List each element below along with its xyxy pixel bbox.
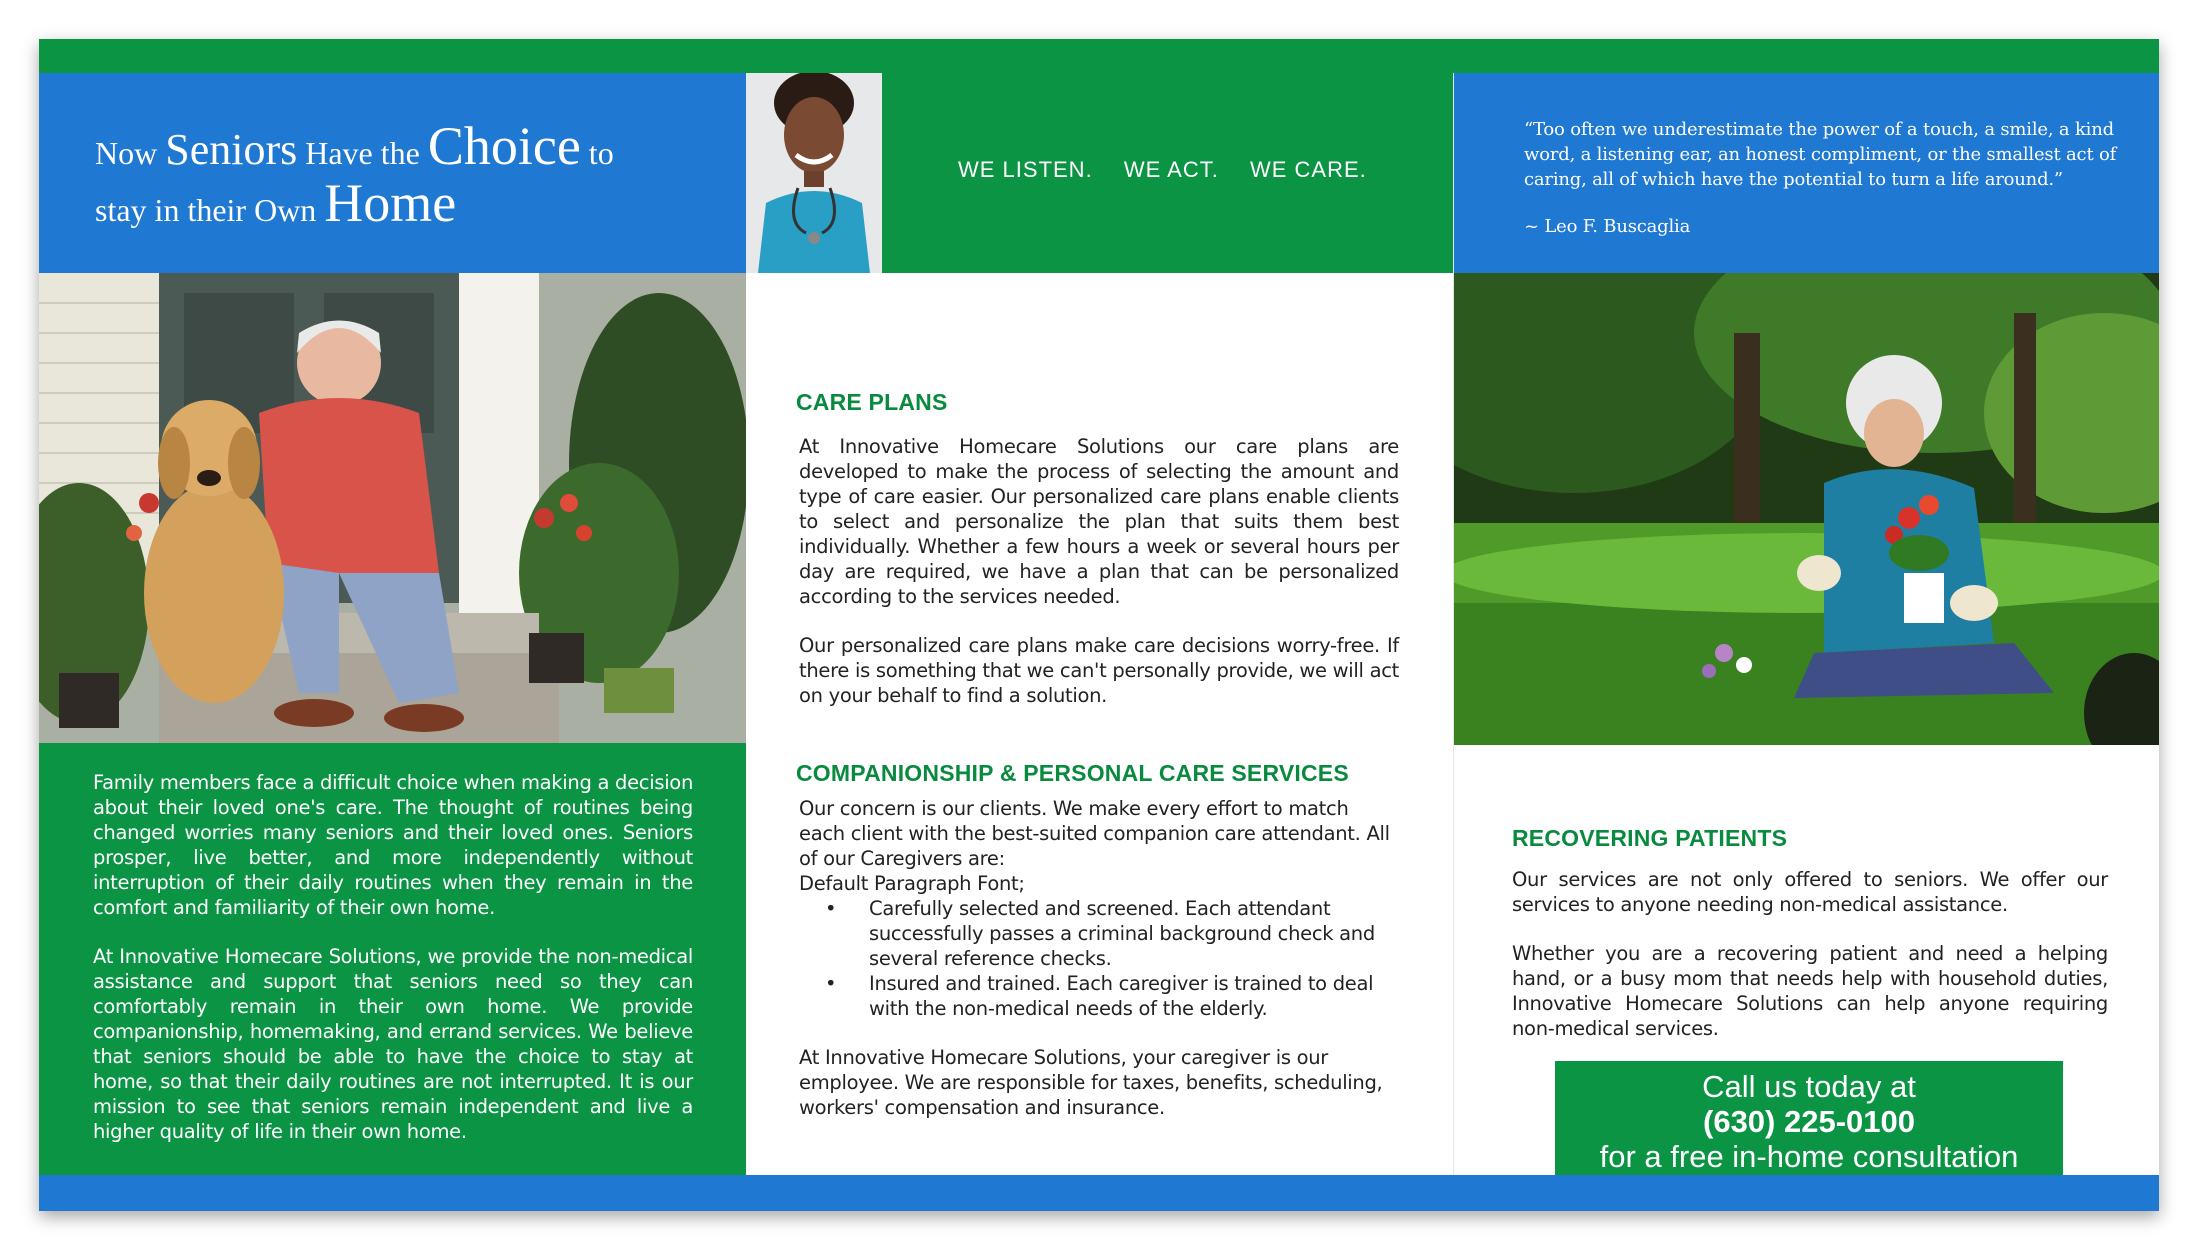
care-plans-title: CARE PLANS [796,389,948,415]
headline-word: stay in their Own [95,192,325,228]
care-plans-paragraph: Our personalized care plans make care decisions worry-free. If there is something that we can't personally provide, we will act on your behalf to find a solution. [799,634,1399,707]
brochure-sheet [39,39,2159,1211]
headline-banner [39,73,746,273]
recovering-paragraph: Whether you are a recovering patient and need a helping hand, or a busy mom that needs help with household duties, Innovative Homecare Solutions can help anyone requiring non-medical services. [1512,942,2108,1040]
companionship-text [799,796,1399,1144]
phone-number: (630) 225-0100 [1703,1104,1915,1139]
left-panel [39,73,746,1175]
headline-choice: Choice [427,116,581,176]
bottom-blue-band [39,1175,2159,1211]
companionship-closing: At Innovative Homecare Solutions, your caregiver is our employee. We are responsible for taxes, benefits, scheduling, workers' compensation and insurance. [799,1046,1383,1119]
recovering-patients-title: RECOVERING PATIENTS [1512,825,1788,851]
tagline-care: WE CARE. [1249,157,1367,182]
companionship-intro: Our concern is our clients. We make every effort to match each client with the best-suited companion care attendant. All of our Caregivers are: [799,797,1390,870]
woman-gardening-photo [1454,273,2159,745]
recovering-patients-text [1512,867,2108,1065]
right-panel [1453,73,2159,1175]
headline-home: Home [324,173,457,233]
companionship-title: COMPANIONSHIP & PERSONAL CARE SERVICES [796,760,1349,786]
tagline-banner [882,73,1453,273]
quote-block [1524,117,2124,261]
quote-author: ~ Leo F. Buscaglia [1524,216,1691,237]
headline-word: Have the [297,135,428,171]
taglines [958,157,1391,183]
cta-line: Call us today at [1702,1069,1916,1104]
middle-panel [746,73,1453,1175]
care-plans-text [799,434,1399,732]
intro-paragraph: At Innovative Homecare Solutions, we provide the non-medical assistance and support that seniors need so they can comfortably remain in their own home. We provide companionship, homemaking, and errand services. We believe that seniors should be able to have the choice to stay at home, so that their daily routines are not interrupted. It is our mission to see that seniors remain independent and live a higher quality of life in their own home. [93,945,693,1143]
tagline-act: WE ACT. [1123,157,1219,182]
quote-text: “Too often we underestimate the power of a touch, a smile, a kind word, a listening ear, an honest compliment, or the smallest act of caring, all of which have the potential to turn a life around.” [1524,119,2117,190]
headline [95,116,715,235]
list-item: • Carefully selected and screened. Each attendant successfully passes a criminal background check and several reference checks. [869,896,1399,971]
tagline-listen: WE LISTEN. [958,157,1093,182]
senior-with-dog-photo [39,273,746,743]
intro-paragraph: Family members face a difficult choice when making a decision about their loved one's care. The thought of routines being changed worries many seniors and their loved ones. Seniors prosper, live better, and more independently without interruption of their daily routines when they remain in the comfort and familiarity of their own home. [93,771,693,919]
font-note: Default Paragraph Font; [799,872,1025,895]
headline-word: Now [95,135,166,171]
recovering-paragraph: Our services are not only offered to seniors. We offer our services to anyone needing non-medical assistance. [1512,868,2108,916]
headline-seniors: Seniors [165,125,298,174]
care-plans-paragraph: At Innovative Homecare Solutions our care plans are developed to make the process of selecting the amount and type of care easier. Our personalized care plans enable clients to select and personalize the plan that suits them best individually. Whether a few hours a week or several hours per day are required, we have a plan that can be personalized according to the services needed. [799,435,1399,608]
call-to-action-box [1555,1061,2063,1175]
top-green-band [39,39,2159,73]
caregiver-qualities-list [799,896,1399,1021]
quote-banner [1454,73,2159,273]
headline-word: to [580,135,614,171]
caregiver-portrait [746,73,882,273]
list-item: • Insured and trained. Each caregiver is trained to deal with the non-medical needs of the elderly. [869,971,1399,1021]
left-intro-text [93,770,693,1168]
cta-line: for a free in-home consultation [1599,1139,2019,1174]
